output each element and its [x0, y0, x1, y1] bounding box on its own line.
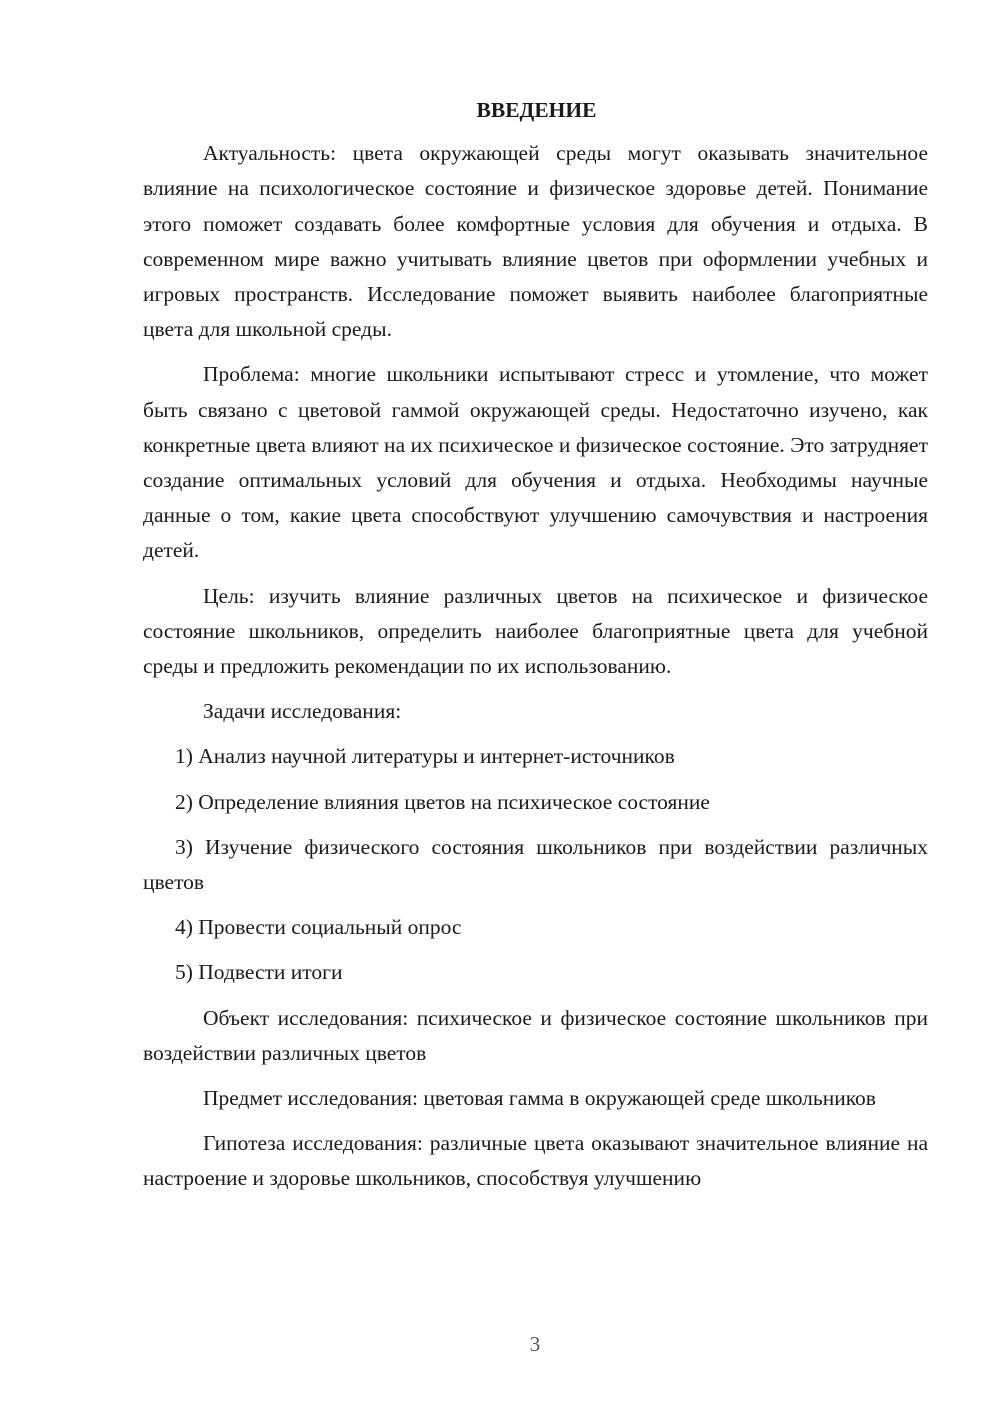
task-item-5: 5) Подвести итоги [175, 960, 343, 985]
task-item-4: 4) Провести социальный опрос [175, 915, 462, 940]
paragraph-object: Объект исследования: психическое и физическое состояние школьников при воздействии различных цветов [143, 1005, 928, 1065]
paragraph-problem: Проблема: многие школьники испытывают стресс и утомление, что может быть связано с цветовой гаммой окружающей среды. Недостаточно изучено, как конкретные цвета влияют на их психическое и физическое состояние. Это затрудняет создание оптимальных условий для обучения и отдыха. Необходимы научные данные о том, какие цвета способствуют улучшению самочувствия и настроения детей. [143, 362, 928, 563]
paragraph-goal: Цель: изучить влияние различных цветов на психическое и физическое состояние школьников, определить наиболее благоприятные цвета для учебной среды и предложить рекомендации по их использованию. [143, 583, 928, 679]
task-item-1: 1) Анализ научной литературы и интернет-источников [175, 744, 675, 769]
task-item-3: 3) Изучение физического состояния школьников при воздействии различных цветов [143, 834, 928, 895]
page-number: 3 [529, 1332, 541, 1356]
page-content [143, 93, 928, 1207]
paragraph-relevance: Актуальность: цвета окружающей среды могут оказывать значительное влияние на психологическое состояние и физическое здоровье детей. Понимание этого поможет создавать более комфортные условия для обучения и отдыха. В современном мире важно учитывать влияние цветов при оформлении учебных и игровых пространств. Исследование поможет выявить наиболее благоприятные цвета для школьной среды. [143, 141, 928, 342]
section-title: ВВЕДЕНИЕ [476, 98, 597, 122]
paragraph-subject: Предмет исследования: цветовая гамма в окружающей среде школьников [203, 1086, 876, 1111]
paragraph-hypothesis: Гипотеза исследования: различные цвета оказывают значительное влияние на настроение и здоровье школьников, способствуя улучшению [143, 1131, 928, 1191]
task-item-2: 2) Определение влияния цветов на психическое состояние [175, 789, 710, 814]
tasks-heading: Задачи исследования: [203, 699, 402, 724]
